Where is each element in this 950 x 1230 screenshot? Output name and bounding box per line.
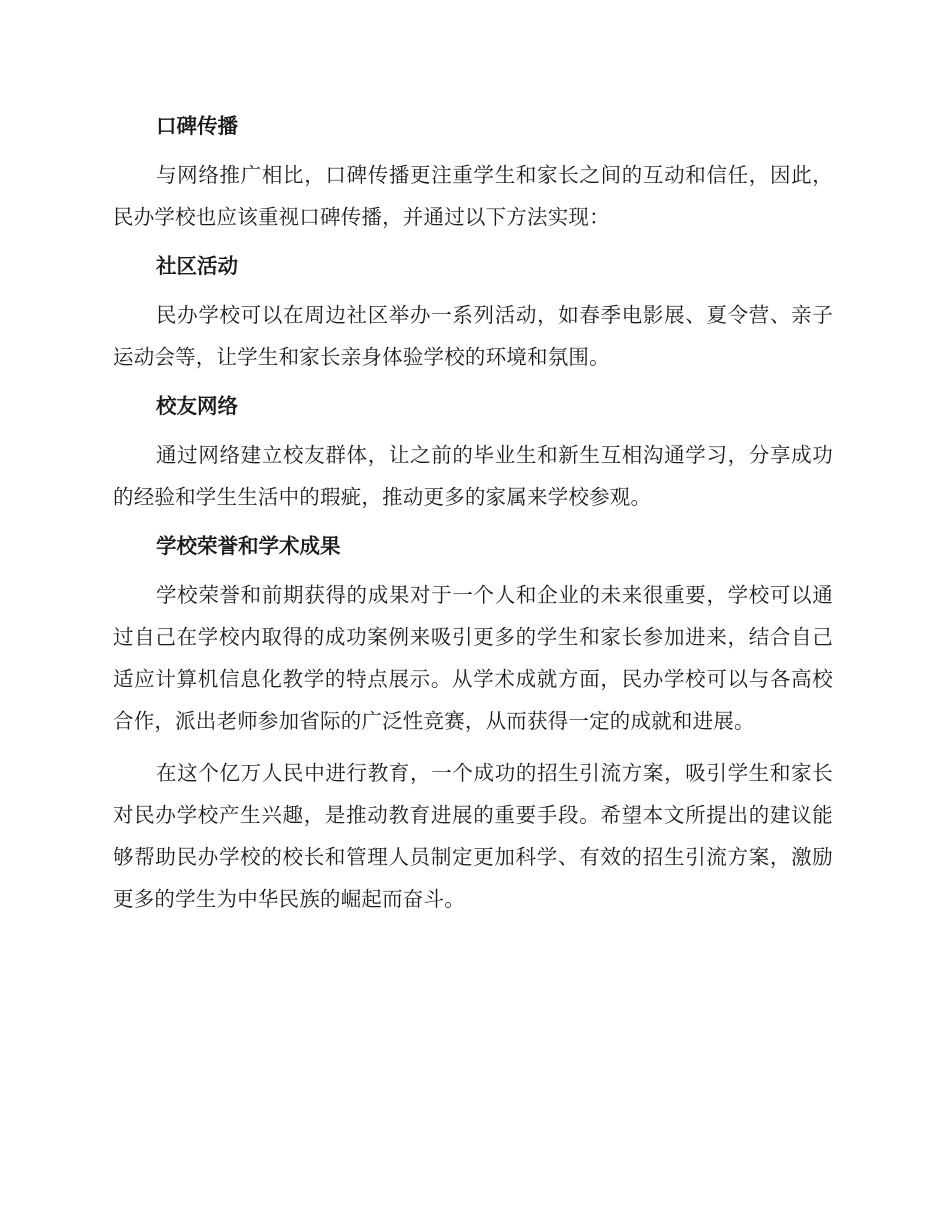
section-heading-honors-achievements: 学校荣誉和学术成果 — [156, 534, 341, 558]
closing-paragraph: 在这个亿万人民中进行教育，一个成功的招生引流方案，吸引学生和家长对民办学校产生兴趣，是推动教育进展的重要手段。希望本文所提出的建议能够帮助民办学校的校长和管理人员制定更加科学、有效的招生引流方案，激励更多的学生为中华民族的崛起而奋斗。 — [113, 761, 833, 911]
section-heading-community-activities: 社区活动 — [156, 254, 238, 278]
section-paragraph-community-activities: 民办学校可以在周边社区举办一系列活动，如春季电影展、夏令营、亲子运动会等，让学生和家长亲身体验学校的环境和氛围。 — [113, 303, 833, 369]
section-paragraph-honors-achievements: 学校荣誉和前期获得的成果对于一个人和企业的未来很重要，学校可以通过自己在学校内取得的成功案例来吸引更多的学生和家长参加进来，结合自己适应计算机信息化教学的特点展示。从学术成就方面，民办学校可以与各高校合作，派出老师参加省际的广泛性竞赛，从而获得一定的成就和进展。 — [113, 583, 833, 733]
section-heading-alumni-network: 校友网络 — [156, 394, 238, 418]
document-body — [113, 108, 833, 920]
section-heading-word-of-mouth: 口碑传播 — [156, 114, 238, 138]
section-paragraph-word-of-mouth: 与网络推广相比，口碑传播更注重学生和家长之间的互动和信任，因此，民办学校也应该重视口碑传播，并通过以下方法实现： — [113, 163, 833, 229]
section-paragraph-alumni-network: 通过网络建立校友群体，让之前的毕业生和新生互相沟通学习，分享成功的经验和学生生活中的瑕疵，推动更多的家属来学校参观。 — [113, 443, 833, 509]
